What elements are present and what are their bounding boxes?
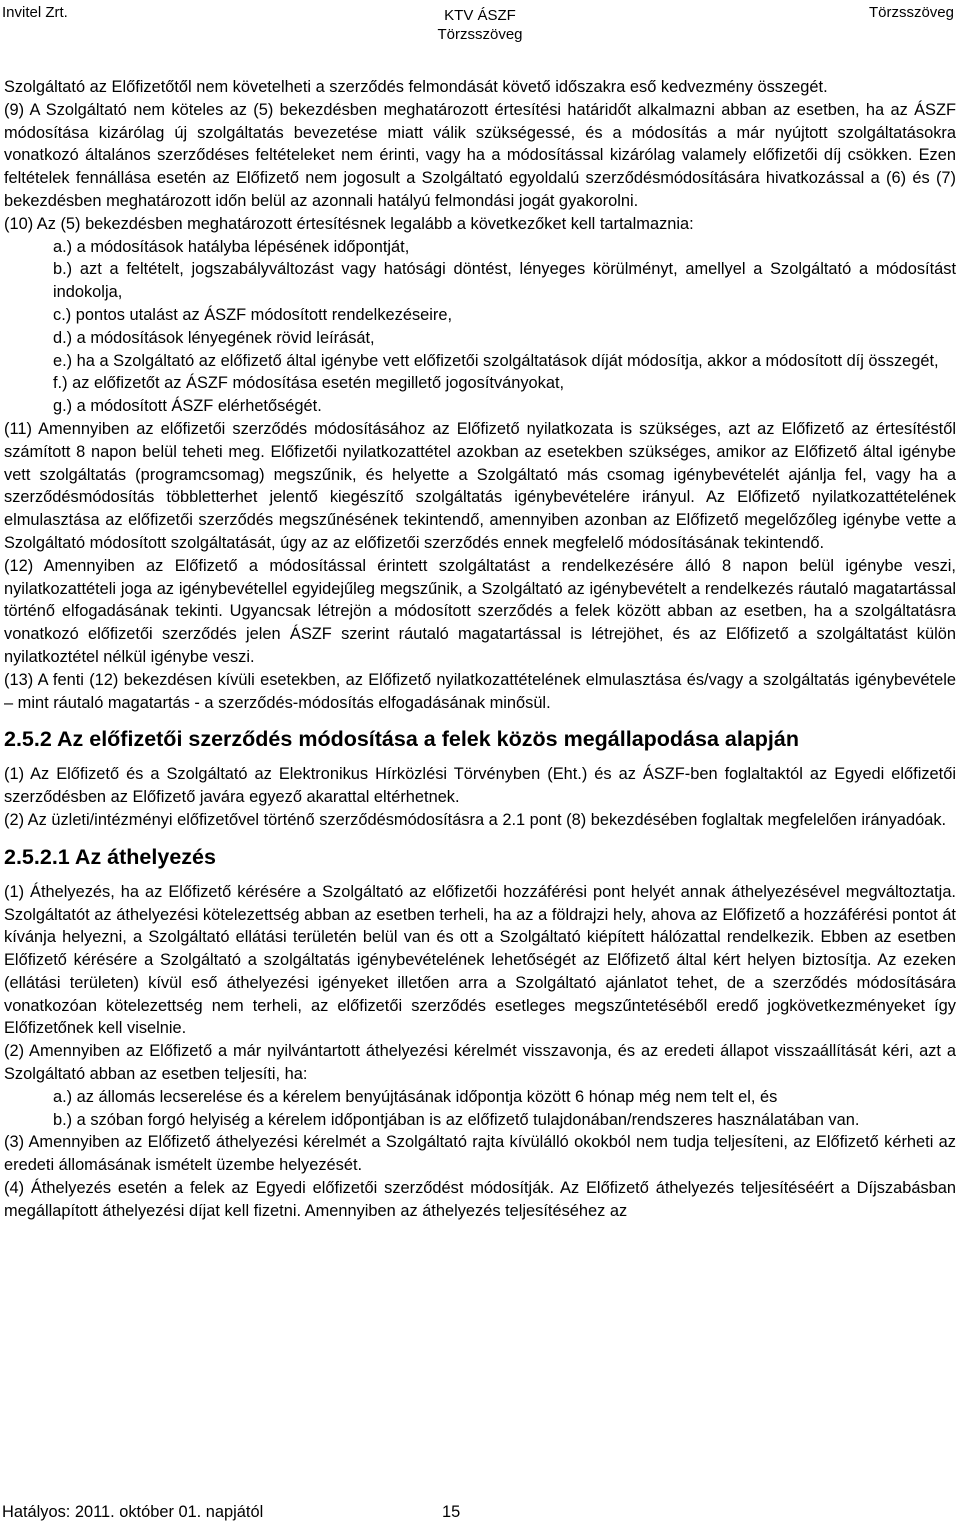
section-heading-2-5-2: 2.5.2 Az előfizetői szerződés módosítása a felek közös megállapodása alapján [4, 727, 799, 752]
paragraph-relocation-1: (1) Áthelyezés, ha az Előfizető kérésére a Szolgáltató az előfizetői hozzáférési pont helyét annak áthelyezésével megváltoztatja. Szolgáltatót az áthelyezési kötelezettség abban az esetben terheli, ha az a földrajzi hely, ahova az Előfizető a hozzáférési pontot át kívánja helyezni, a Szolgáltató ellátási területén belül van és ott a Szolgáltató kiépített hálózattal rendelkezik. Ebben az esetben Előfizető kérésére a Szolgáltató a szolgáltatás igénybevételének lehetőségét az Előfizető által kért helyen biztosítja. Az ezeken (ellátási területen) kívül eső áthelyezési igényeket illetően arra a Szolgáltató ajánlatot tehet, de a szerződés módosítására vonatkozóan kötelezettség nem terheli, az előfizetői szerződés esetleges megszűntetéséből eredő jogkövetkezményeket így Előfizetőnek kell viselnie. [4, 882, 956, 1038]
relocation-list-item-b: b.) a szóban forgó helyiség a kérelem időpontjában is az előfizető tulajdonában/rendszeres használatában van. [53, 1110, 860, 1129]
paragraph-11: (11) Amennyiben az előfizetői szerződés módosításához az Előfizető nyilatkozata is szükséges, azt az Előfizető az értesítéstől számított 8 napon belül teheti meg. Előfizetői nyilatkozattétel azokban az esetekben szükséges, amikor az Előfizető által igénybe vett szolgáltatás (programcsomag) megszűnik, és helyette a Szolgáltató más csomag igénybevételét ajánlja fel, vagy ha a szerződésmódosítás többletterhet jelentő kiegészítő szolgáltatás igénybevételére irányul. Az Előfizető nyilatkozattételének elmulasztása az előfizetői szerződés megszűnésének tekintendő, amennyiben azonban az Előfizető megelőzőleg igénybe vette a Szolgáltató módosított szolgáltatását, úgy az az előfizetői szerződés ennek megfelelő módosításának tekintendő. [4, 419, 956, 552]
footer-effective-date: Hatályos: 2011. október 01. napjától [2, 1503, 264, 1521]
page-header [0, 0, 960, 60]
header-version: Törzsszöveg [868, 4, 954, 21]
paragraph-12: (12) Amennyiben az Előfizető a módosítással érintett szolgáltatást a rendelkezésére álló 8 napon belül igénybe veszi, nyilatkozattételi joga az igénybevétellel egyidejűleg megszűnik, a Szolgáltató az igénybevételt a rendelkezés ráutaló magatartással történő elfogadásának tekinti. Ugyancsak létrejön a módosított szerződés a felek között abban az esetben, ha a szolgáltatásra vonatkozó előfizetői szerződés jelen ÁSZF szerint ráutaló magatartással is létrejöhet, és az Előfizető a szolgáltatást külön nyilatkoztétel nélkül igénybe veszi. [4, 556, 956, 666]
list-item-e: e.) ha a Szolgáltató az előfizető által igénybe vett előfizetői szolgáltatások díját módosítja, akkor a módosított díj összegét, [53, 351, 939, 370]
paragraph-13: (13) A fenti (12) bekezdésen kívüli esetekben, az Előfizető nyilatkozattételének elmulasztása és/vagy a szolgáltatás igénybevétele – mint ráutaló magatartás - a szerződés-módosítás elfogadásának minősül. [4, 670, 956, 712]
page-number: 15 [442, 1503, 461, 1521]
paragraph-relocation-3: (3) Amennyiben az Előfizető áthelyezési kérelmét a Szolgáltató rajta kívülálló okokból nem tudja teljesíteni, az Előfizető kérheti az eredeti állomásának ismételt üzembe helyezését. [4, 1133, 956, 1175]
paragraph-9: (9) A Szolgáltató nem köteles az (5) bekezdésben meghatározott értesítési határidőt alkalmazni abban az esetben, ha az ÁSZF módosítása kizárólag új szolgáltatás bevezetése miatt válik szükségessé, és a módosítás a már nyújtott szolgáltatásokra vonatkozó általános szerződéses feltételeket nem érinti, vagy ha a módosítással kizárólag valamely előfizetői díj csökken. Ezen feltételek fennállása esetén az Előfizető nem jogosult a Szolgáltató egyoldalú szerződésmódosítására hivatkozással a (6) és (7) bekezdésben meghatározott időn belül az azonnali hatályú felmondási jogát gyakorolni. [4, 100, 956, 210]
list-item-f: f.) az előfizetőt az ÁSZF módosítása esetén megillető jogosítványokat, [53, 374, 565, 393]
list-item-b: b.) azt a feltételt, jogszabályváltozást vagy hatósági döntést, lényeges körülményt, amellyel a Szolgáltató a módosítást indokolja, [53, 260, 956, 302]
header-title-line2: Törzsszöveg [437, 26, 523, 43]
paragraph-continuation: Szolgáltató az Előfizetőtől nem követelheti a szerződés felmondását követő időszakra eső kedvezmény összegét. [4, 78, 828, 96]
relocation-list-item-a: a.) az állomás lecserelése és a kérelem benyújtásának időpontja között 6 hónap még nem telt el, és [53, 1087, 778, 1106]
document-body [4, 76, 956, 1223]
header-document-title [0, 6, 960, 44]
paragraph-2-5-2-1: (1) Az Előfizető és a Szolgáltató az Elektronikus Hírközlési Törvényben (Eht.) és az ÁSZF-ben foglaltaktól az Egyedi előfizetői szerződésben az Előfizető javára egyező akarattal eltérhetnek. [4, 765, 956, 807]
header-title-line1: KTV ÁSZF [444, 7, 516, 24]
list-item-c: c.) pontos utalást az ÁSZF módosított rendelkezéseire, [53, 305, 453, 324]
paragraph-relocation-2: (2) Amennyiben az Előfizető a már nyilvántartott áthelyezési kérelmét visszavonja, és az eredeti állapot visszaállítását kéri, azt a Szolgáltató abban az esetben teljesíti, ha: [4, 1042, 956, 1084]
list-item-d: d.) a módosítások lényegének rövid leírását, [53, 328, 375, 347]
paragraph-10: (10) Az (5) bekezdésben meghatározott értesítésnek legalább a következőket kell tartalmaznia: [4, 214, 694, 233]
list-item-a: a.) a módosítások hatályba lépésének időpontját, [53, 237, 410, 256]
paragraph-2-5-2-2: (2) Az üzleti/intézményi előfizetővel történő szerződésmódosításra a 2.1 pont (8) bekezdésében foglaltak megfelelően irányadóak. [4, 810, 947, 829]
header-company: Invitel Zrt. [2, 4, 68, 21]
section-heading-2-5-2-1: 2.5.2.1 Az áthelyezés [4, 844, 216, 869]
list-item-g: g.) a módosított ÁSZF elérhetőségét. [53, 397, 322, 416]
page-footer [2, 1502, 461, 1522]
paragraph-relocation-4: (4) Áthelyezés esetén a felek az Egyedi előfizetői szerződést módosítják. Az Előfizető áthelyezés teljesítéséért a Díjszabásban megállapított áthelyezési díjat kell fizetni. Amennyiben az áthelyezés teljesítéséhez az [4, 1179, 956, 1220]
